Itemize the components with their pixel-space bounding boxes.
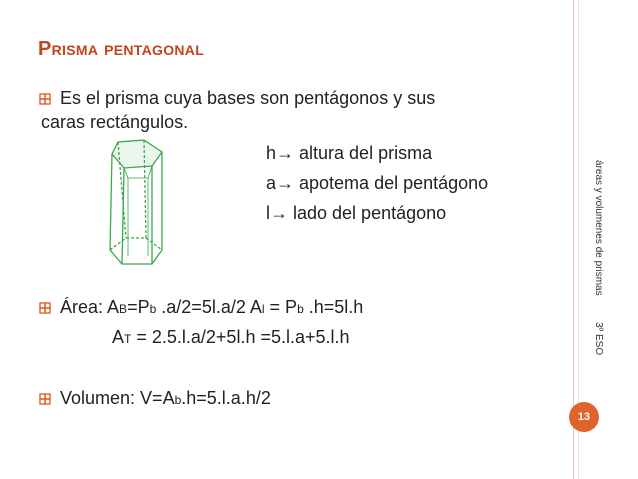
- legend-l: [266, 203, 446, 224]
- volume-sub-b: b: [174, 393, 182, 407]
- area-total-formula: [112, 327, 350, 348]
- legend-a: [266, 173, 488, 194]
- area-total-sub: T: [124, 332, 132, 346]
- side-course-label: 3º ESO: [593, 322, 604, 356]
- volume-label: Volumen: V=A: [60, 388, 175, 408]
- area-tail: .h=5l.h: [303, 297, 364, 317]
- area-mid: .a/2=5l.a/2 A: [156, 297, 262, 317]
- legend-h-var: h: [266, 143, 277, 163]
- bullet-icon: [38, 301, 52, 315]
- area-formula: [60, 297, 363, 318]
- area-label: Área: A: [60, 297, 120, 317]
- volume-formula: [60, 388, 271, 409]
- legend-l-var: l: [266, 203, 270, 223]
- area-total-text: = 2.5.l.a/2+5l.h =5.l.a+5.l.h: [131, 327, 350, 347]
- area-sub-b3: b: [297, 302, 304, 316]
- bullet-icon: [38, 92, 52, 106]
- intro-line-2: caras rectángulos.: [41, 112, 189, 132]
- pentagonal-prism-figure: [104, 138, 168, 268]
- arrow-icon: →: [276, 173, 295, 193]
- bullet-icon: [38, 392, 52, 406]
- area-sub-b2: b: [149, 302, 157, 316]
- volume-text: .h=5.l.a.h/2: [181, 388, 271, 408]
- page-number-badge: 13: [569, 402, 599, 432]
- area-total-label: A: [112, 327, 125, 347]
- area-sub-b: B: [119, 302, 128, 316]
- area-eq1: =P: [127, 297, 150, 317]
- legend-a-text: apotema del pentágono: [294, 173, 489, 193]
- arrow-icon: →: [270, 203, 288, 223]
- area-eq2: = P: [264, 297, 298, 317]
- arrow-icon: →: [276, 143, 295, 163]
- legend-a-var: a: [266, 173, 277, 193]
- area-sub-l: l: [261, 302, 265, 316]
- side-topic-label: áreas y volumenes de prismas: [593, 160, 604, 296]
- legend-h: [266, 143, 432, 164]
- legend-h-text: altura del prisma: [294, 143, 433, 163]
- slide-title: Prisma pentagonal: [38, 38, 205, 60]
- legend-l-text: lado del pentágono: [288, 203, 447, 223]
- intro-line-1: Es el prisma cuya bases son pentágonos y sus: [60, 88, 436, 108]
